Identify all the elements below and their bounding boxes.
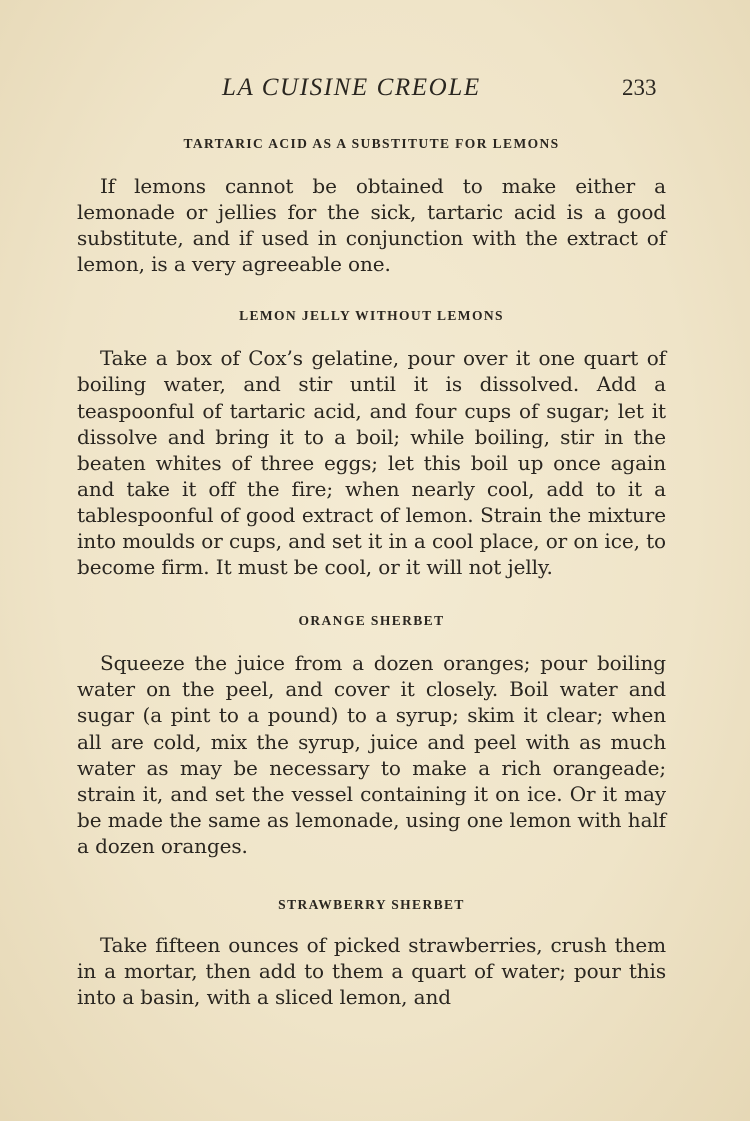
running-title: LA CUISINE CREOLE	[222, 74, 481, 101]
section-paragraph: Take fifteen ounces of picked strawberries, crush them in a mortar, then add to them a quart of water; pour this into a basin, with a sliced lemon, and	[77, 932, 666, 1010]
page-header	[0, 74, 750, 108]
section-paragraph: If lemons cannot be obtained to make either a lemonade or jellies for the sick, tartaric acid is a good substitute, and if used in conjunction with the extract of lemon, is a very agreeable one.	[77, 174, 666, 277]
page-content	[77, 128, 666, 1010]
section-heading: TARTARIC ACID AS A SUBSTITUTE FOR LEMONS	[183, 136, 560, 151]
section-heading: ORANGE SHERBET	[298, 613, 445, 629]
section-paragraph: Squeeze the juice from a dozen oranges; pour boiling water on the peel, and cover it closely. Boil water and sugar (a pint to a pound) to a syrup; skim it clear; when all are cold, mix the syrup, juice and peel with as much water as may be necessary to make a rich orangeade; strain it, and set the vessel containing it on ice. Or it may be made the same as lemonade, using one lemon with half a dozen oranges.	[77, 651, 666, 858]
section-heading: STRAWBERRY SHERBET	[278, 896, 465, 912]
section-heading: LEMON JELLY WITHOUT LEMONS	[239, 308, 504, 324]
page-number: 233	[622, 75, 657, 100]
section-paragraph: Take a box of Cox’s gelatine, pour over it one quart of boiling water, and stir until it is dissolved. Add a teaspoonful of tartaric acid, and four cups of sugar; let it dissolve and bring it to a boil; while boiling, stir in the beaten whites of three eggs; let this boil up once again and take it off the fire; when nearly cool, add to it a tablespoonful of good extract of lemon. Strain the mixture into moulds or cups, and set it in a cool place, or on ice, to become firm. It must be cool, or it will not jelly.	[77, 346, 666, 580]
